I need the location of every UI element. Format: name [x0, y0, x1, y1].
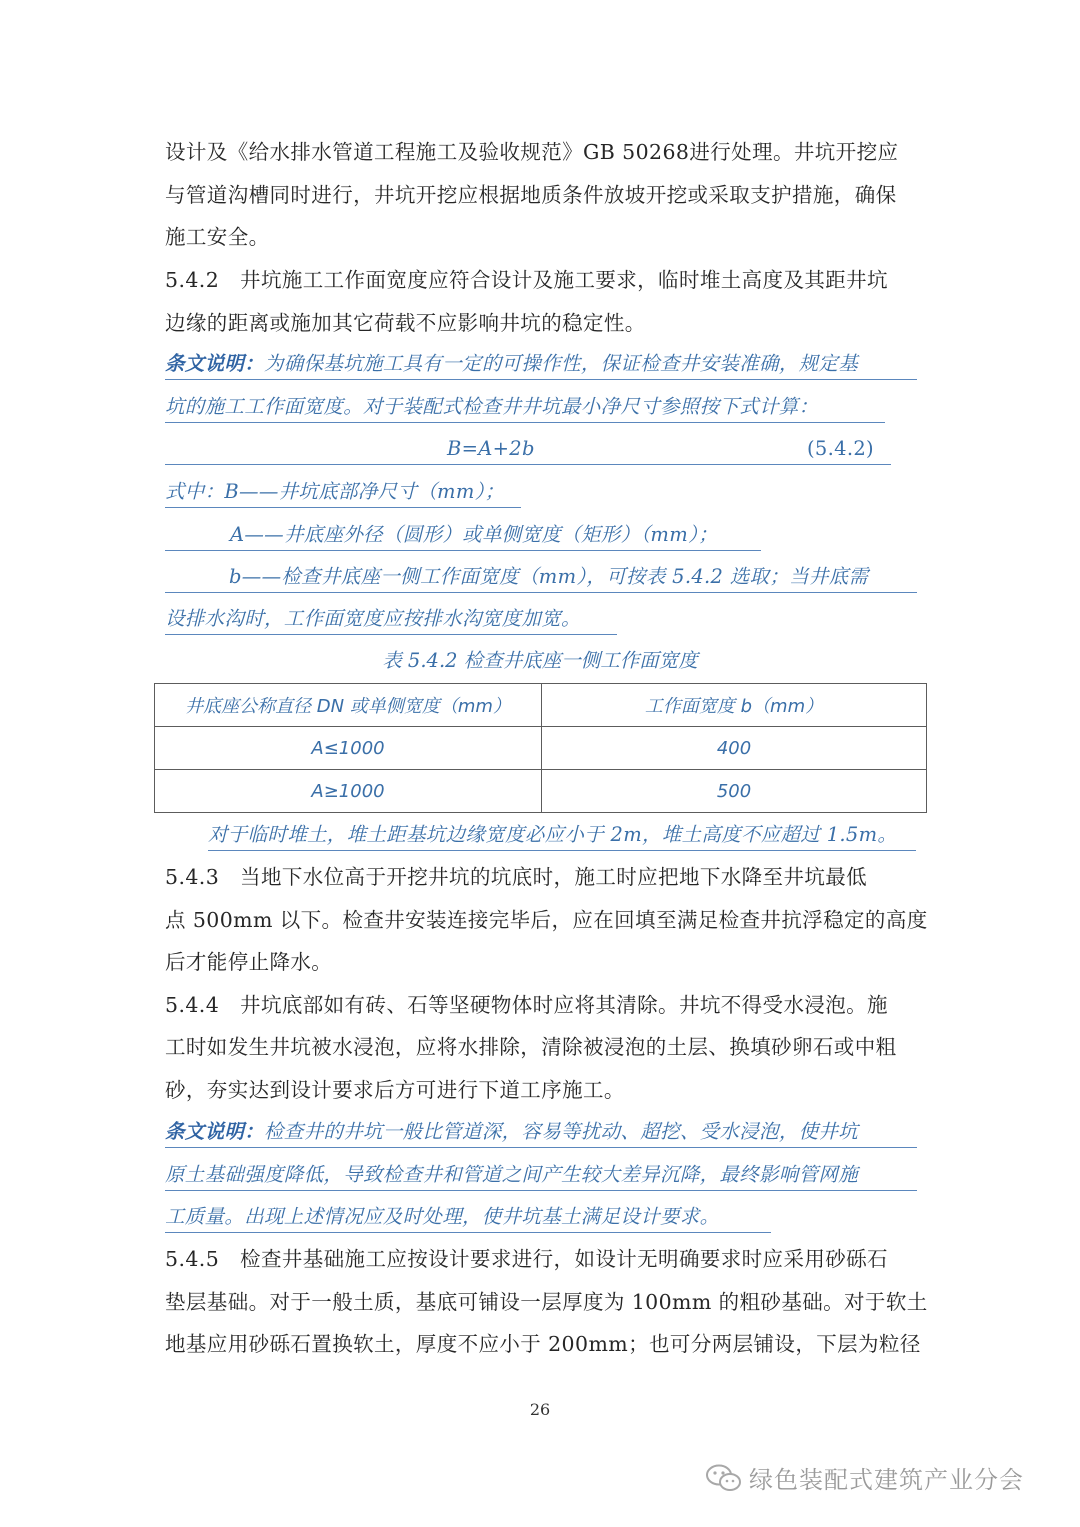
section-5-4-4-line: 砂，夯实达到设计要求后方可进行下道工序施工。 — [165, 1078, 625, 1102]
clause-note-label: 条文说明： — [165, 1120, 265, 1143]
watermark-text: 绿色装配式建筑产业分会 — [749, 1466, 1024, 1494]
definition-small-b-cont: 设排水沟时，工作面宽度应按排水沟宽度加宽。 — [165, 604, 617, 635]
clause-note-line — [165, 1117, 917, 1148]
clause-note-text: 检查井的井坑一般比管道深，容易等扰动、超挖、受水浸泡，使井坑 — [264, 1120, 859, 1143]
table-row — [155, 727, 927, 770]
clause-note-line: 坑的施工工作面宽度。对于装配式检查井井坑最小净尺寸参照按下式计算： — [165, 392, 885, 423]
section-5-4-5-line: 5.4.5 检查井基础施工应按设计要求进行，如设计无明确要求时应采用砂砾石 — [165, 1247, 888, 1271]
paragraph-line: 与管道沟槽同时进行，井坑开挖应根据地质条件放坡开挖或采取支护措施，确保 — [165, 183, 897, 207]
table-row — [155, 770, 927, 813]
wechat-icon — [705, 1463, 743, 1493]
paragraph-line: 设计及《给水排水管道工程施工及验收规范》GB 50268进行处理。井坑开挖应 — [165, 140, 899, 164]
table-cell: A≥1000 — [155, 770, 542, 813]
table-cell: A≤1000 — [155, 727, 542, 770]
section-5-4-3-line: 后才能停止降水。 — [165, 950, 333, 974]
section-5-4-2-line: 5.4.2 井坑施工工作面宽度应符合设计及施工要求，临时堆土高度及其距井坑 — [165, 268, 888, 292]
formula: B=A+2b — [447, 437, 535, 460]
clause-note-text: 为确保基坑施工具有一定的可操作性，保证检查井安装准确，规定基 — [264, 352, 859, 375]
page-number: 26 — [529, 1400, 551, 1419]
section-5-4-4-line: 5.4.4 井坑底部如有砖、石等坚硬物体时应将其清除。井坑不得受水浸泡。施 — [165, 993, 888, 1017]
definition-small-b: b——检查井底座一侧工作面宽度（mm），可按表 5.4.2 选取；当井底需 — [165, 562, 917, 593]
section-5-4-3-line: 点 500mm 以下。检查井安装连接完毕后，应在回填至满足检查井抗浮稳定的高度 — [165, 908, 928, 932]
work-face-width-table — [154, 683, 927, 813]
definition-b: 式中：B——井坑底部净尺寸（mm）； — [165, 477, 521, 508]
clause-note-line: 工质量。出现上述情况应及时处理，使井坑基土满足设计要求。 — [165, 1202, 771, 1233]
section-5-4-4-line: 工时如发生井坑被水浸泡，应将水排除，清除被浸泡的土层、换填砂卵石或中粗 — [165, 1035, 897, 1059]
table-caption: 表 5.4.2 检查井底座一侧工作面宽度 — [382, 649, 698, 672]
clause-note-line — [165, 349, 917, 380]
section-5-4-5-line: 地基应用砂砾石置换软土，厚度不应小于 200mm；也可分两层铺设，下层为粒径 — [165, 1332, 921, 1356]
table-header-cell: 井底座公称直径 DN 或单侧宽度（mm） — [155, 684, 542, 727]
formula-number: (5.4.2) — [807, 437, 874, 460]
watermark — [705, 1460, 1024, 1495]
paragraph-line: 施工安全。 — [165, 225, 270, 249]
section-5-4-5-line: 垫层基础。对于一般土质，基底可铺设一层厚度为 100mm 的粗砂基础。对于软土 — [165, 1290, 928, 1314]
table-header-cell: 工作面宽度 b（mm） — [542, 684, 927, 727]
section-5-4-3-line: 5.4.3 当地下水位高于开挖井坑的坑底时，施工时应把地下水降至井坑最低 — [165, 865, 868, 889]
table-cell: 400 — [542, 727, 927, 770]
table-footnote: 对于临时堆土，堆土距基坑边缘宽度必应小于 2m，堆土高度不应超过 1.5m。 — [208, 820, 916, 851]
table-cell: 500 — [542, 770, 927, 813]
definition-a: A——井底座外径（圆形）或单侧宽度（矩形）（mm）； — [165, 520, 761, 551]
clause-note-line: 原土基础强度降低，导致检查井和管道之间产生较大差异沉降，最终影响管网施 — [165, 1160, 917, 1191]
table-header-row — [155, 684, 927, 727]
clause-note-label: 条文说明： — [165, 352, 265, 375]
section-5-4-2-line: 边缘的距离或施加其它荷载不应影响井坑的稳定性。 — [165, 311, 646, 335]
formula-line — [165, 434, 891, 465]
